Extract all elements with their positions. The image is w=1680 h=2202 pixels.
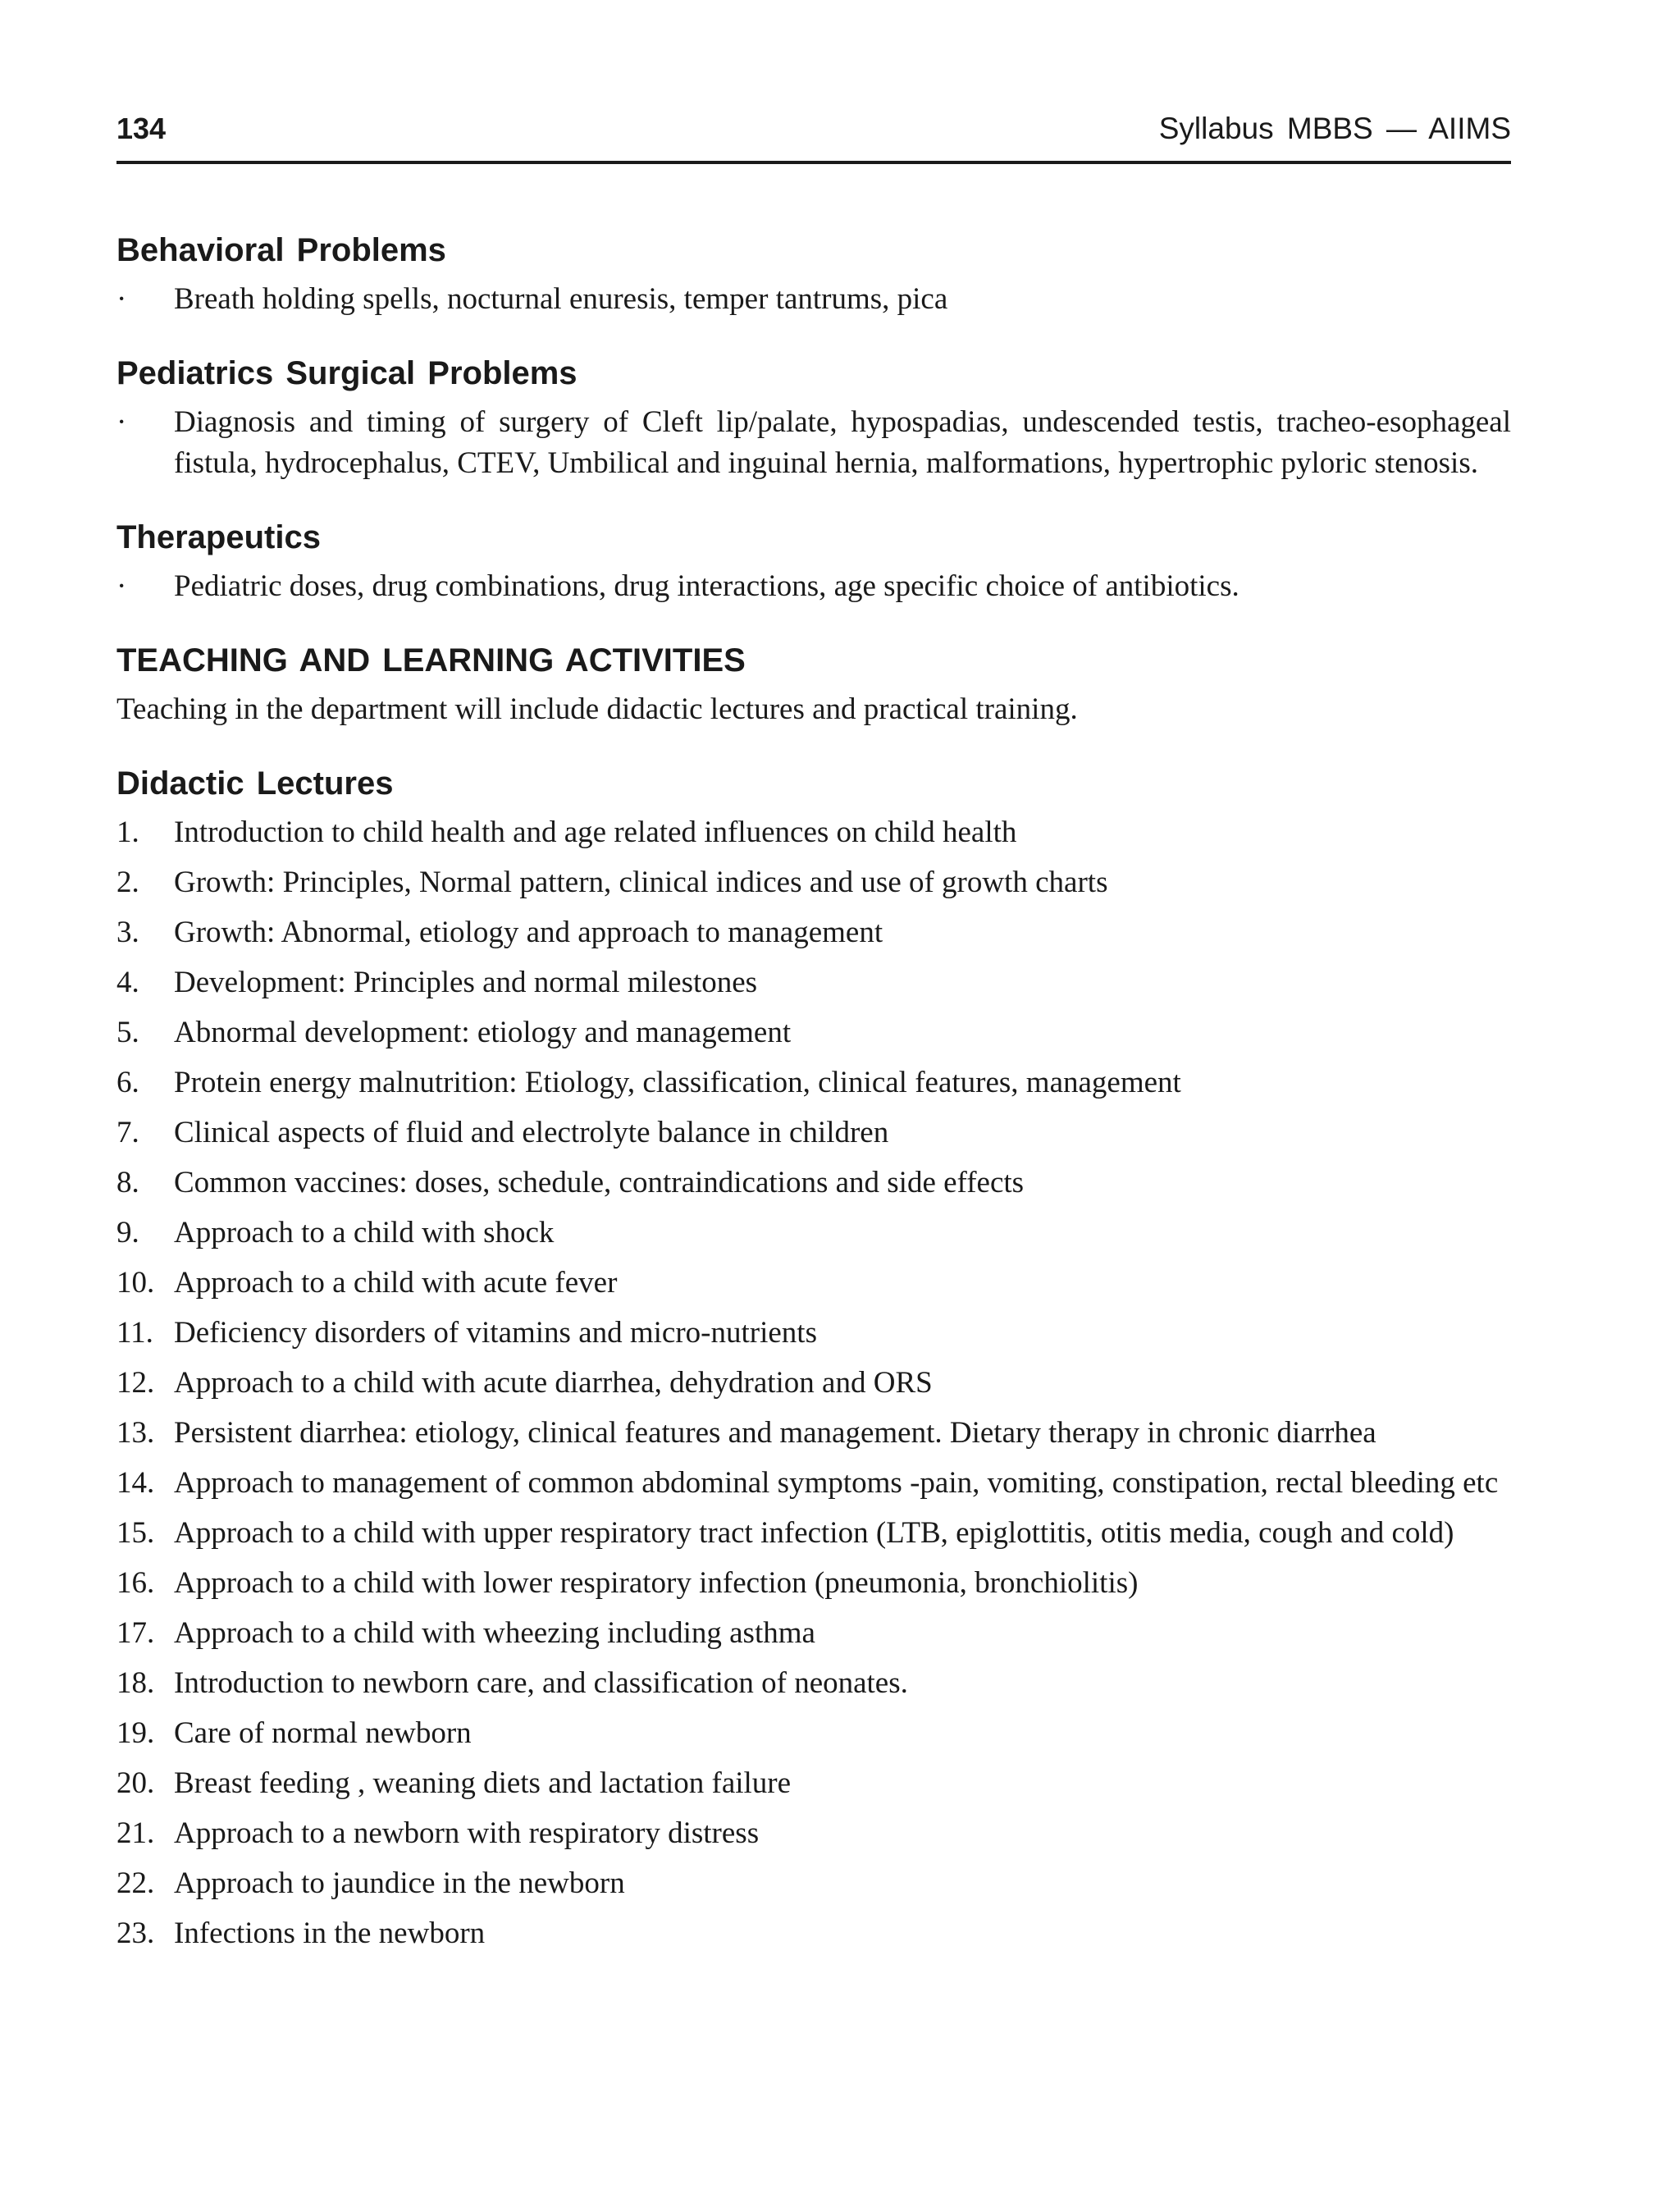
- list-item-text: Approach to a child with upper respiratory tract infection (LTB, epiglottitis, otitis media, cough and cold): [174, 1516, 1454, 1550]
- list-item-text: Breast feeding , weaning diets and lactation failure: [174, 1766, 792, 1800]
- list-item: [116, 1213, 1511, 1254]
- list-item-number: 14.: [116, 1466, 155, 1500]
- list-item-text: Introduction to child health and age related influences on child health: [174, 815, 1017, 849]
- list-item: [116, 1913, 1511, 1954]
- list-item-number: 13.: [116, 1416, 155, 1450]
- list-item-number: 21.: [116, 1816, 155, 1850]
- list-item-number: 6.: [116, 1066, 139, 1099]
- list-item: [116, 1012, 1511, 1053]
- list-item: [116, 862, 1511, 903]
- list-item: [116, 1313, 1511, 1354]
- bullet-item: [116, 402, 1511, 484]
- list-item-text: Care of normal newborn: [174, 1716, 472, 1750]
- list-item-number: 4.: [116, 966, 139, 999]
- list-item-number: 18.: [116, 1666, 155, 1700]
- list-item-number: 5.: [116, 1016, 139, 1049]
- list-item-number: 15.: [116, 1516, 155, 1550]
- running-title: Syllabus MBBS — AIIMS: [1158, 112, 1511, 145]
- list-item: [116, 1363, 1511, 1404]
- list-item: [116, 1863, 1511, 1904]
- list-item-text: Approach to management of common abdominal symptoms -pain, vomiting, constipation, rectal bleeding etc: [174, 1466, 1499, 1500]
- bullet-text: Pediatric doses, drug combinations, drug interactions, age specific choice of antibiotics.: [174, 569, 1239, 603]
- list-item-number: 19.: [116, 1716, 155, 1750]
- list-item-number: 8.: [116, 1166, 139, 1199]
- list-item: [116, 1263, 1511, 1304]
- bullet-text: Breath holding spells, nocturnal enuresis, temper tantrums, pica: [174, 282, 948, 316]
- list-item-number: 2.: [116, 866, 139, 899]
- section-heading: Didactic Lectures: [116, 765, 394, 802]
- list-item: [116, 1663, 1511, 1704]
- bullet-item: [116, 566, 1511, 607]
- list-item: [116, 1413, 1511, 1454]
- major-heading: TEACHING AND LEARNING ACTIVITIES: [116, 642, 746, 678]
- list-item: [116, 912, 1511, 953]
- list-item-number: 10.: [116, 1266, 155, 1300]
- section-heading: Pediatrics Surgical Problems: [116, 355, 578, 391]
- list-item-text: Clinical aspects of fluid and electrolyte balance in children: [174, 1116, 889, 1149]
- list-item-text: Approach to jaundice in the newborn: [174, 1866, 625, 1900]
- section-behavioral-problems: [116, 226, 1511, 320]
- page-content: [116, 226, 1511, 1984]
- paragraph: Teaching in the department will include didactic lectures and practical training.: [116, 692, 1078, 726]
- list-item-number: 11.: [116, 1316, 153, 1350]
- list-item-number: 12.: [116, 1366, 155, 1400]
- list-item-text: Abnormal development: etiology and management: [174, 1016, 792, 1049]
- list-item: [116, 1513, 1511, 1554]
- list-item: [116, 1813, 1511, 1854]
- section-heading: Behavioral Problems: [116, 232, 446, 268]
- list-item: [116, 962, 1511, 1003]
- bullet-text: Diagnosis and timing of surgery of Cleft lip/palate, hypospadias, undescended testis, tracheo-esophageal fistula, hydrocephalus, CTEV, Umbilical and inguinal hernia, malformations, hypertrophic pyloric stenosis.: [174, 405, 1511, 480]
- list-item-text: Approach to a child with wheezing including asthma: [174, 1616, 815, 1650]
- bullet-mark: ·: [116, 405, 127, 439]
- list-item-number: 3.: [116, 916, 139, 949]
- list-item-text: Approach to a child with lower respiratory infection (pneumonia, bronchiolitis): [174, 1566, 1139, 1600]
- bullet-item: [116, 279, 1511, 320]
- document-page: [116, 0, 1511, 1950]
- list-item-text: Growth: Principles, Normal pattern, clinical indices and use of growth charts: [174, 866, 1108, 899]
- section-heading: Therapeutics: [116, 519, 321, 555]
- lecture-list: [116, 812, 1511, 1954]
- section-didactic-lectures: [116, 760, 1511, 1954]
- list-item: [116, 1463, 1511, 1504]
- bullet-mark: ·: [116, 569, 127, 603]
- list-item-number: 16.: [116, 1566, 155, 1600]
- header-rule: [116, 161, 1511, 164]
- section-pediatrics-surgical-problems: [116, 349, 1511, 484]
- list-item-text: Approach to a newborn with respiratory distress: [174, 1816, 760, 1850]
- list-item-text: Common vaccines: doses, schedule, contraindications and side effects: [174, 1166, 1025, 1199]
- list-item-text: Introduction to newborn care, and classification of neonates.: [174, 1666, 908, 1700]
- list-item: [116, 1112, 1511, 1154]
- list-item-number: 17.: [116, 1616, 155, 1650]
- page-header: [116, 0, 1511, 164]
- list-item: [116, 1563, 1511, 1604]
- list-item-text: Development: Principles and normal milestones: [174, 966, 758, 999]
- list-item-number: 22.: [116, 1866, 155, 1900]
- list-item: [116, 1613, 1511, 1654]
- list-item: [116, 1763, 1511, 1804]
- section-teaching-and-learning: [116, 637, 1511, 730]
- list-item: [116, 1163, 1511, 1204]
- list-item-text: Deficiency disorders of vitamins and micro-nutrients: [174, 1316, 817, 1350]
- list-item-text: Persistent diarrhea: etiology, clinical features and management. Dietary therapy in chronic diarrhea: [174, 1416, 1376, 1450]
- list-item: [116, 1713, 1511, 1754]
- list-item-number: 23.: [116, 1916, 155, 1950]
- bullet-mark: ·: [116, 282, 127, 316]
- list-item-text: Approach to a child with acute diarrhea, dehydration and ORS: [174, 1366, 933, 1400]
- page-number: 134: [116, 112, 167, 145]
- list-item-number: 20.: [116, 1766, 155, 1800]
- list-item-number: 9.: [116, 1216, 139, 1249]
- list-item-text: Protein energy malnutrition: Etiology, classification, clinical features, management: [174, 1066, 1181, 1099]
- list-item-text: Infections in the newborn: [174, 1916, 486, 1950]
- list-item-text: Approach to a child with acute fever: [174, 1266, 618, 1300]
- list-item-number: 1.: [116, 815, 139, 849]
- list-item-text: Approach to a child with shock: [174, 1216, 555, 1249]
- list-item-text: Growth: Abnormal, etiology and approach to management: [174, 916, 883, 949]
- list-item-number: 7.: [116, 1116, 139, 1149]
- list-item: [116, 812, 1511, 853]
- section-therapeutics: [116, 514, 1511, 607]
- list-item: [116, 1062, 1511, 1103]
